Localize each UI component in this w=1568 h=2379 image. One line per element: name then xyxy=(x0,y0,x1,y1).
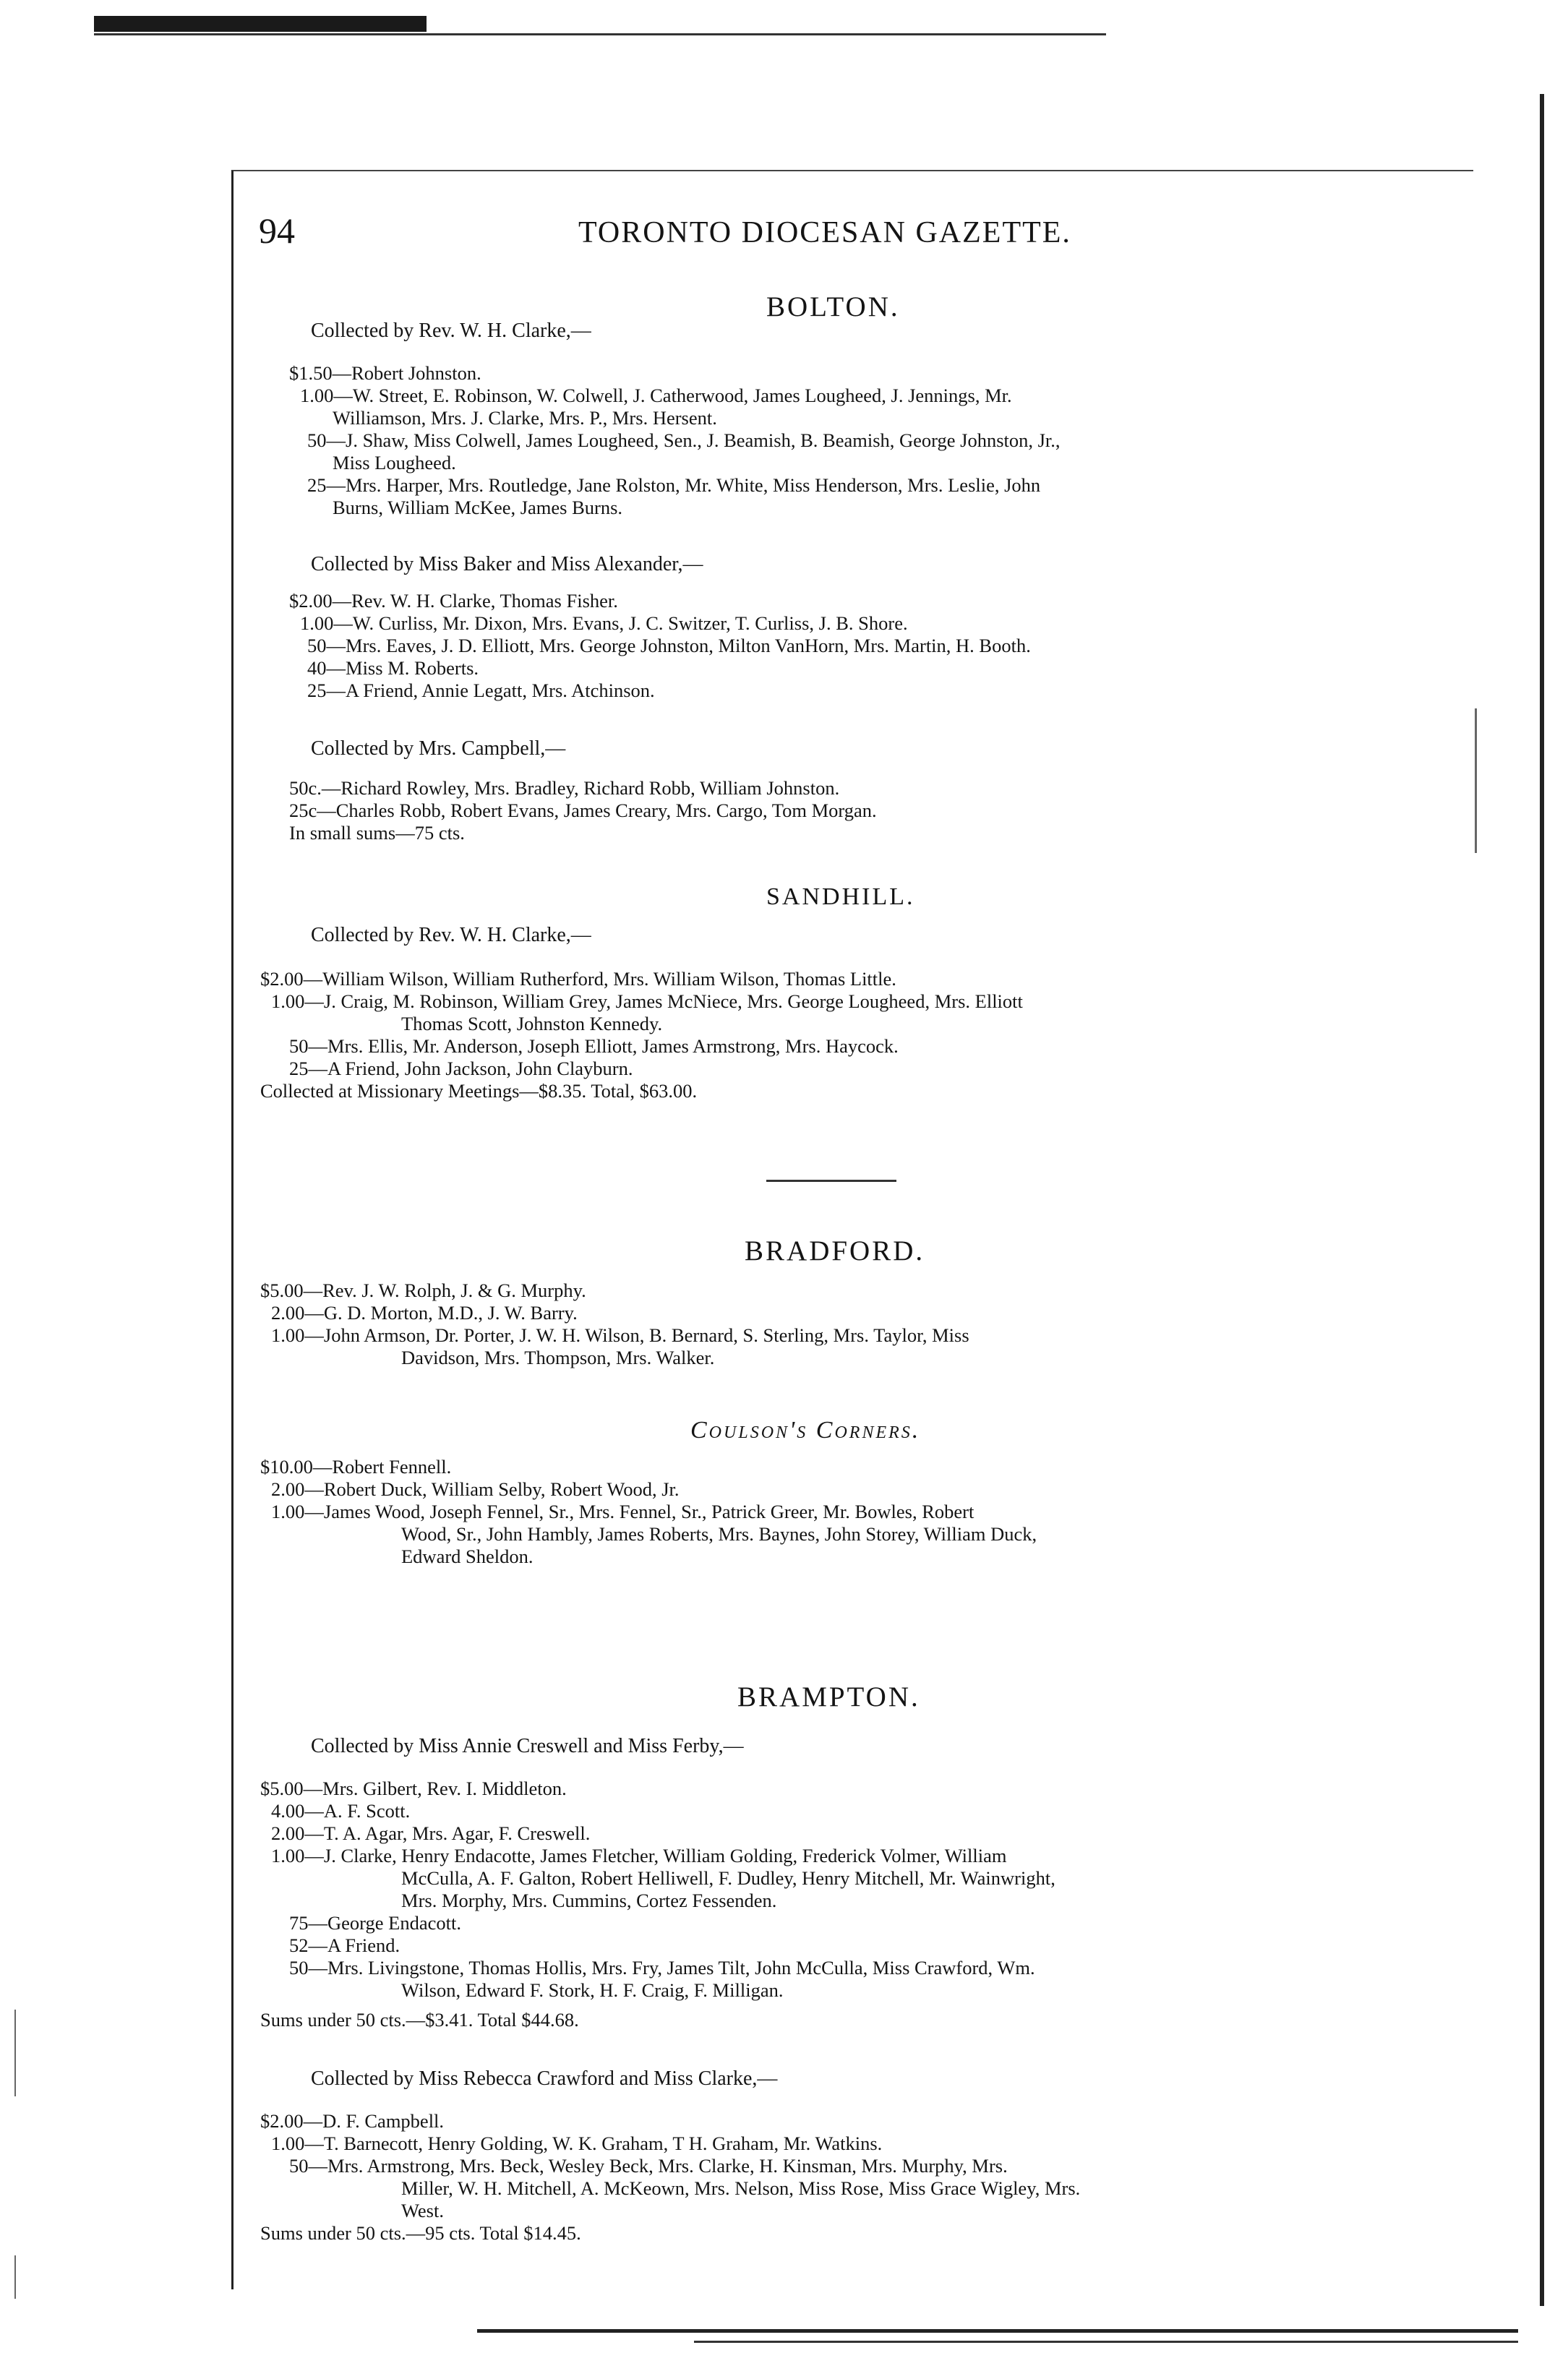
entry-line: $5.00—Mrs. Gilbert, Rev. I. Middleton. xyxy=(260,1778,567,1799)
scan-artifact-rule xyxy=(94,33,1106,35)
section-title-brampton: BRAMPTON. xyxy=(737,1681,920,1713)
entry-line: 40—Miss M. Roberts. xyxy=(307,657,479,679)
scan-margin-mark xyxy=(1475,708,1477,853)
section-sandhill-block-1 xyxy=(260,924,1023,1102)
entry-line: Burns, William McKee, James Burns. xyxy=(333,497,623,518)
entry-line: Collected at Missionary Meetings—$8.35. Total, $63.00. xyxy=(260,1080,698,1102)
section-divider xyxy=(766,1180,896,1182)
entry-line: 1.00—John Armson, Dr. Porter, J. W. H. Wilson, B. Bernard, S. Sterling, Mrs. Taylor, Miss xyxy=(271,1324,969,1346)
collector-line: Collected by Rev. W. H. Clarke,— xyxy=(311,924,591,946)
section-bolton-block-1 xyxy=(289,320,1061,519)
entry-line: $10.00—Robert Fennell. xyxy=(260,1456,452,1478)
entry-line: 25—Mrs. Harper, Mrs. Routledge, Jane Rolston, Mr. White, Miss Henderson, Mrs. Leslie, John xyxy=(307,474,1041,496)
entry-line: 1.00—James Wood, Joseph Fennel, Sr., Mrs. Fennel, Sr., Patrick Greer, Mr. Bowles, Robert xyxy=(271,1501,974,1522)
entry-line: 52—A Friend. xyxy=(289,1934,400,1956)
entry-line: 75—George Endacott. xyxy=(289,1912,461,1934)
entry-line: 1.00—J. Clarke, Henry Endacotte, James Fletcher, William Golding, Frederick Volmer, William xyxy=(271,1845,1007,1866)
scan-bottom-rule xyxy=(694,2341,1518,2343)
entry-line: 1.00—W. Curliss, Mr. Dixon, Mrs. Evans, J. C. Switzer, T. Curliss, J. B. Shore. xyxy=(300,612,908,634)
section-title-coulsons-corners: Coulson's Corners. xyxy=(690,1417,921,1444)
entry-line: 25c—Charles Robb, Robert Evans, James Creary, Mrs. Cargo, Tom Morgan. xyxy=(289,800,877,821)
entry-line: Williamson, Mrs. J. Clarke, Mrs. P., Mrs. Hersent. xyxy=(333,407,717,429)
entry-line: Davidson, Mrs. Thompson, Mrs. Walker. xyxy=(401,1347,715,1368)
entry-line: 50—Mrs. Eaves, J. D. Elliott, Mrs. George Johnston, Milton VanHorn, Mrs. Martin, H. Booth. xyxy=(307,635,1031,656)
entry-line: $2.00—Rev. W. H. Clarke, Thomas Fisher. xyxy=(289,590,618,612)
entry-line: 50—Mrs. Armstrong, Mrs. Beck, Wesley Beck, Mrs. Clarke, H. Kinsman, Mrs. Murphy, Mrs. xyxy=(289,2155,1008,2177)
entry-line: $2.00—William Wilson, William Rutherford, Mrs. William Wilson, Thomas Little. xyxy=(260,968,896,990)
section-bradford-block-1 xyxy=(260,1279,969,1369)
scan-bottom-bar xyxy=(477,2329,1518,2333)
section-title-bolton: BOLTON. xyxy=(766,291,900,322)
section-brampton-block-2 xyxy=(260,2067,1080,2245)
entry-line: 1.00—T. Barnecott, Henry Golding, W. K. Graham, T H. Graham, Mr. Watkins. xyxy=(271,2132,883,2154)
entry-line: 50—J. Shaw, Miss Colwell, James Lougheed, Sen., J. Beamish, B. Beamish, George Johnston, Jr., xyxy=(307,429,1061,451)
scan-right-edge xyxy=(1540,94,1544,2306)
scan-artifact-bar xyxy=(94,16,427,32)
section-coulsons-block-1 xyxy=(260,1456,1037,1568)
entry-line: Wilson, Edward F. Stork, H. F. Craig, F. Milligan. xyxy=(401,1979,784,2001)
entry-line: 50—Mrs. Ellis, Mr. Anderson, Joseph Elliott, James Armstrong, Mrs. Haycock. xyxy=(289,1035,899,1057)
entry-line: 2.00—Robert Duck, William Selby, Robert Wood, Jr. xyxy=(271,1478,680,1500)
section-bolton-block-2 xyxy=(289,553,1031,702)
entry-line: $1.50—Robert Johnston. xyxy=(289,362,481,384)
entry-line: 50—Mrs. Livingstone, Thomas Hollis, Mrs. Fry, James Tilt, John McCulla, Miss Crawford, Wm. xyxy=(289,1957,1035,1979)
scan-margin-mark xyxy=(14,2010,16,2096)
page-number: 94 xyxy=(259,210,295,251)
entry-line: Thomas Scott, Johnston Kennedy. xyxy=(401,1013,663,1034)
entry-line: 25—A Friend, John Jackson, John Clayburn. xyxy=(289,1058,633,1079)
collector-line: Collected by Rev. W. H. Clarke,— xyxy=(311,320,591,342)
entry-line: $5.00—Rev. J. W. Rolph, J. & G. Murphy. xyxy=(260,1279,586,1301)
entry-line: Wood, Sr., John Hambly, James Roberts, Mrs. Baynes, John Storey, William Duck, xyxy=(401,1523,1037,1545)
section-brampton-block-1 xyxy=(260,1735,1055,2031)
entry-line: Miller, W. H. Mitchell, A. McKeown, Mrs. Nelson, Miss Rose, Miss Grace Wigley, Mrs. xyxy=(401,2177,1081,2199)
collector-line: Collected by Miss Annie Creswell and Miss Ferby,— xyxy=(311,1735,744,1757)
entry-line: 50c.—Richard Rowley, Mrs. Bradley, Richard Robb, William Johnston. xyxy=(289,777,840,799)
collector-line: Collected by Miss Rebecca Crawford and Miss Clarke,— xyxy=(311,2067,778,2090)
collector-line: Collected by Miss Baker and Miss Alexander,— xyxy=(311,553,703,575)
section-title-bradford: BRADFORD. xyxy=(745,1235,925,1266)
entry-line: 2.00—T. A. Agar, Mrs. Agar, F. Creswell. xyxy=(271,1822,591,1844)
entry-line: Mrs. Morphy, Mrs. Cummins, Cortez Fessenden. xyxy=(401,1890,777,1911)
page-title: TORONTO DIOCESAN GAZETTE. xyxy=(578,216,1071,249)
entry-line: McCulla, A. F. Galton, Robert Helliwell, F. Dudley, Henry Mitchell, Mr. Wainwright, xyxy=(401,1867,1055,1889)
entry-line: 25—A Friend, Annie Legatt, Mrs. Atchinson. xyxy=(307,680,655,701)
entry-line: Edward Sheldon. xyxy=(401,1546,534,1567)
entry-line: 4.00—A. F. Scott. xyxy=(271,1800,411,1822)
entry-line: 2.00—G. D. Morton, M.D., J. W. Barry. xyxy=(271,1302,578,1324)
collector-line: Collected by Mrs. Campbell,— xyxy=(311,737,566,760)
entry-line: 1.00—J. Craig, M. Robinson, William Grey, James McNiece, Mrs. George Lougheed, Mrs. Elliott xyxy=(271,990,1023,1012)
entry-line: 1.00—W. Street, E. Robinson, W. Colwell, J. Catherwood, James Lougheed, J. Jennings, Mr. xyxy=(300,385,1012,406)
scan-margin-mark xyxy=(14,2255,16,2299)
section-bolton-block-3 xyxy=(289,737,877,844)
entry-line: In small sums—75 cts. xyxy=(289,822,465,844)
section-title-sandhill: SANDHILL. xyxy=(766,883,915,910)
entry-line: Sums under 50 cts.—95 cts. Total $14.45. xyxy=(260,2222,581,2244)
entry-line: Sums under 50 cts.—$3.41. Total $44.68. xyxy=(260,2009,579,2031)
entry-line: Miss Lougheed. xyxy=(333,452,456,473)
entry-line: West. xyxy=(401,2200,444,2221)
entry-line: $2.00—D. F. Campbell. xyxy=(260,2110,445,2132)
